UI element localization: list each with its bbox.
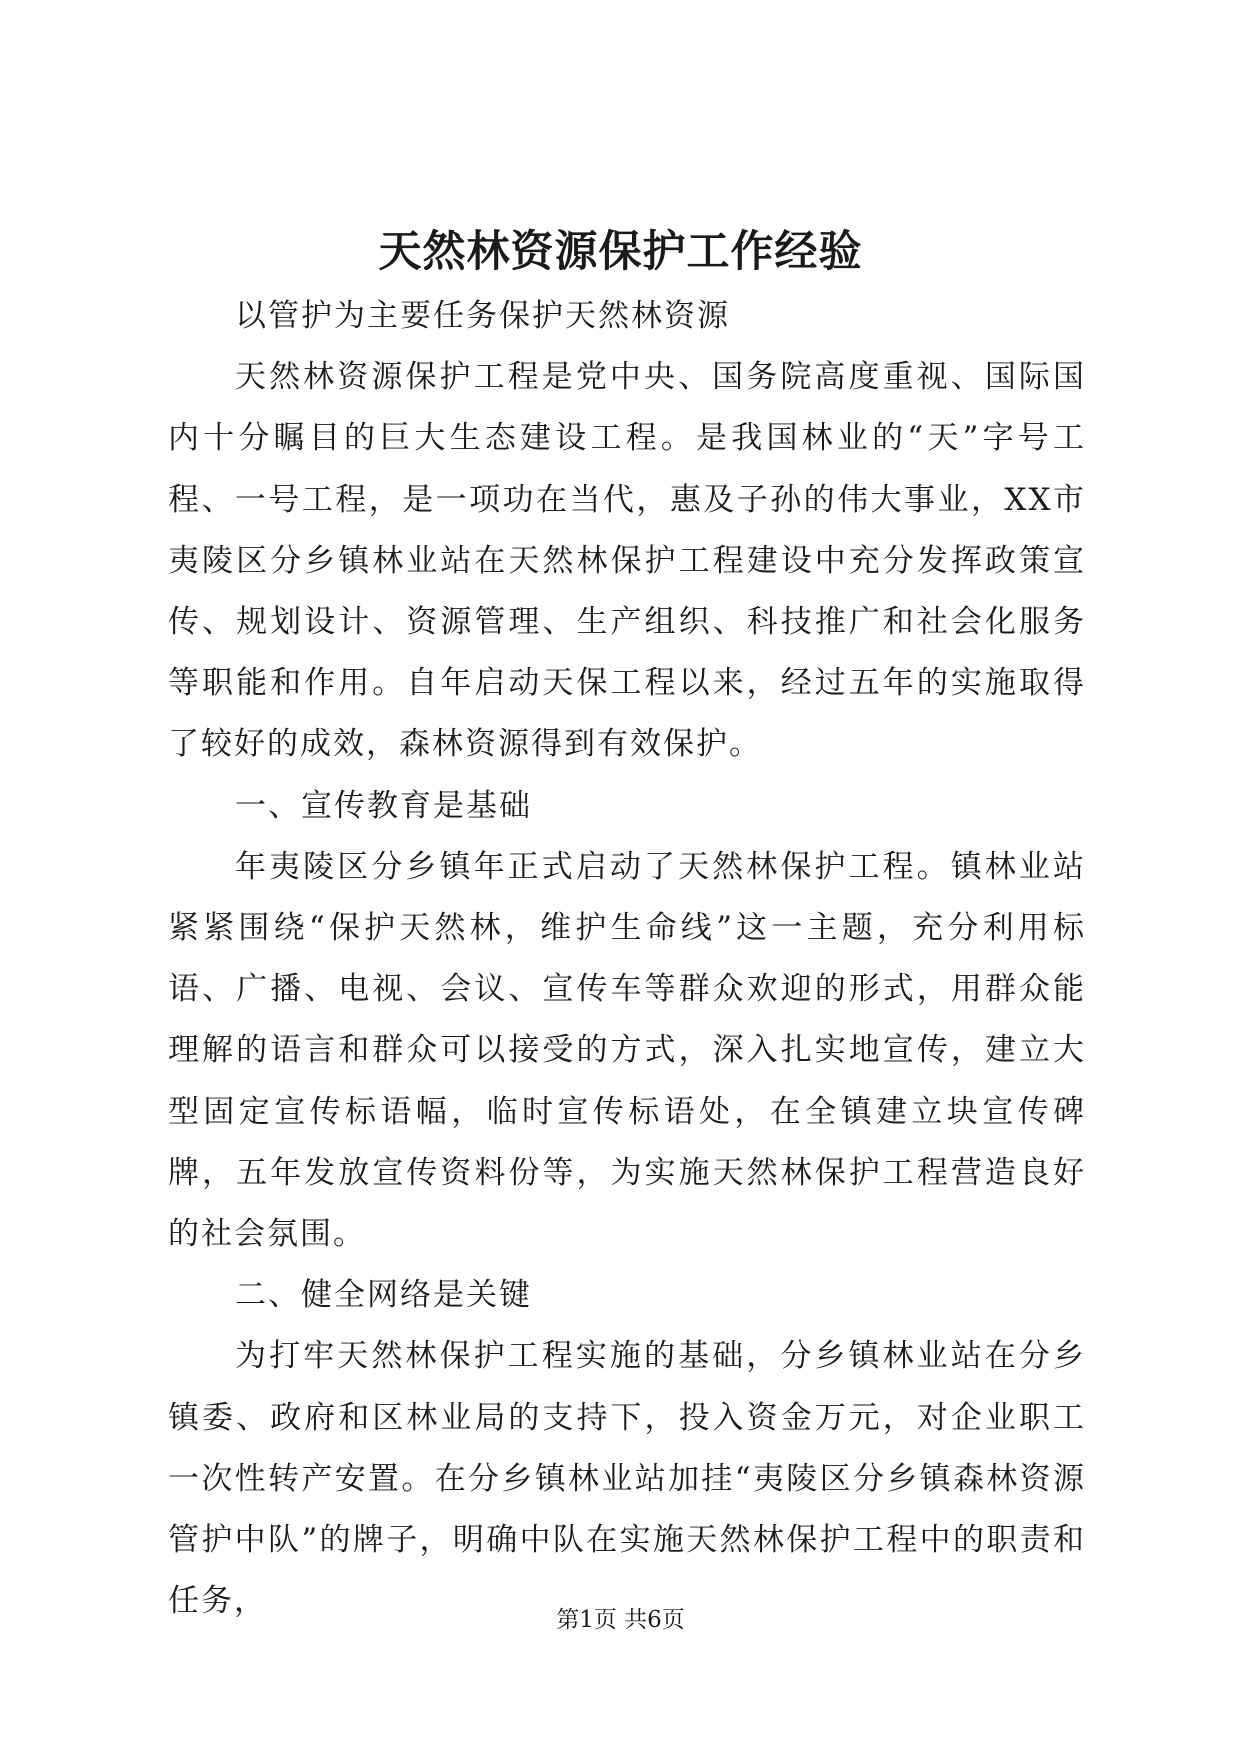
section-heading-2: 二、健全网络是关键 xyxy=(235,1277,532,1314)
paragraph-section-2: 为打牢天然林保护工程实施的基础，分乡镇林业站在分乡镇委、政府和区林业局的支持下，投入资金万元，对企业职工一次性转产安置。在分乡镇林业站加挂“夷陵区分乡镇森林资源管护中队”的牌子，明确中队在实施天然林保护工程中的职责和任务， xyxy=(168,1338,1086,1620)
page-number-footer: 第1页 共6页 xyxy=(556,1607,685,1633)
document-body xyxy=(168,286,1086,1632)
paragraph-subtitle: 以管护为主要任务保护天然林资源 xyxy=(235,298,730,334)
paragraph-intro: 天然林资源保护工程是党中央、国务院高度重视、国际国内十分瞩目的巨大生态建设工程。是我国林业的“天”字号工程、一号工程，是一项功在当代，惠及子孙的伟大事业，XX市夷陵区分乡镇林业站在天然林保护工程建设中充分发挥政策宣传、规划设计、资源管理、生产组织、科技推广和社会化服务等职能和作用。自年启动天保工程以来，经过五年的实施取得了较好的成效，森林资源得到有效保护。 xyxy=(168,359,1086,763)
section-heading-1: 一、宣传教育是基础 xyxy=(235,787,532,824)
document-title: 天然林资源保护工作经验 xyxy=(378,227,863,277)
paragraph-section-1: 年夷陵区分乡镇年正式启动了天然林保护工程。镇林业站紧紧围绕“保护天然林，维护生命线”这一主题，充分利用标语、广播、电视、会议、宣传车等群众欢迎的形式，用群众能理解的语言和群众可以接受的方式，深入扎实地宣传，建立大型固定宣传标语幅，临时宣传标语处，在全镇建立块宣传碑牌，五年发放宣传资料份等，为实施天然林保护工程营造良好的社会氛围。 xyxy=(168,848,1086,1253)
